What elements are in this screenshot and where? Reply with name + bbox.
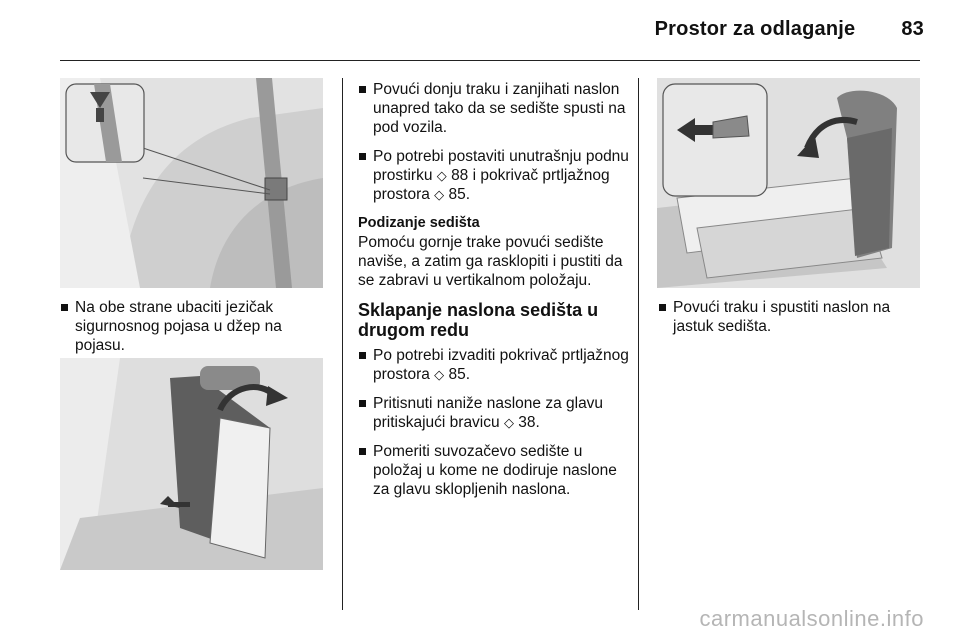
watermark: carmanualsonline.info — [699, 606, 924, 631]
list-item: Pritisnuti naniže naslone za glavu pritiskajući bravicu ◇ 38. — [358, 394, 630, 432]
list-item: Na obe strane ubaciti jezičak sigurnosnog pojasa u džep na pojasu. — [60, 298, 330, 355]
page-reference[interactable]: 38 — [518, 414, 536, 431]
page-title: Prostor za odlaganje — [654, 18, 856, 40]
column-divider — [342, 78, 343, 610]
list-item: Povući traku i spustiti naslon na jastuk sedišta. — [658, 298, 920, 336]
column-divider — [638, 78, 639, 610]
reference-icon: ◇ — [503, 415, 514, 430]
page-reference[interactable]: 85 — [448, 186, 466, 203]
reference-icon: ◇ — [436, 168, 447, 183]
page-reference[interactable]: 85 — [448, 366, 466, 383]
page-number: 83 — [901, 18, 924, 40]
list-item: Pomeriti suvozačevo sedište u položaj u kome ne dodiruje naslone za glavu sklopljenih naslona. — [358, 442, 630, 499]
section-heading: Sklapanje naslona sedišta u drugom redu — [358, 300, 599, 340]
reference-icon: ◇ — [434, 367, 445, 382]
paragraph: Pomoću gornje trake povući sedište naviše, a zatim ga rasklopiti i pustiti da se zabravi u vertikalnom položaju. — [358, 234, 623, 289]
list-item: Po potrebi postaviti unutrašnju podnu prostirku ◇ 88 i pokrivač prtljažnog prostora ◇ 85. — [358, 147, 630, 204]
subheading: Podizanje sedišta — [358, 215, 480, 231]
figure-seat-fold — [60, 358, 323, 570]
reference-icon: ◇ — [434, 187, 445, 202]
page-reference[interactable]: 88 — [451, 167, 469, 184]
column-3-text — [658, 298, 920, 346]
figure-rear-seat — [657, 78, 920, 288]
page-header — [655, 18, 924, 41]
header-rule — [60, 60, 920, 61]
list-item: Po potrebi izvaditi pokrivač prtljažnog prostora ◇ 85. — [358, 346, 630, 384]
figure-seatbelt — [60, 78, 323, 288]
column-2-text — [358, 80, 630, 509]
column-1-text — [60, 298, 330, 365]
list-item: Povući donju traku i zanjihati naslon unapred tako da se sedište spusti na pod vozila. — [358, 80, 630, 137]
